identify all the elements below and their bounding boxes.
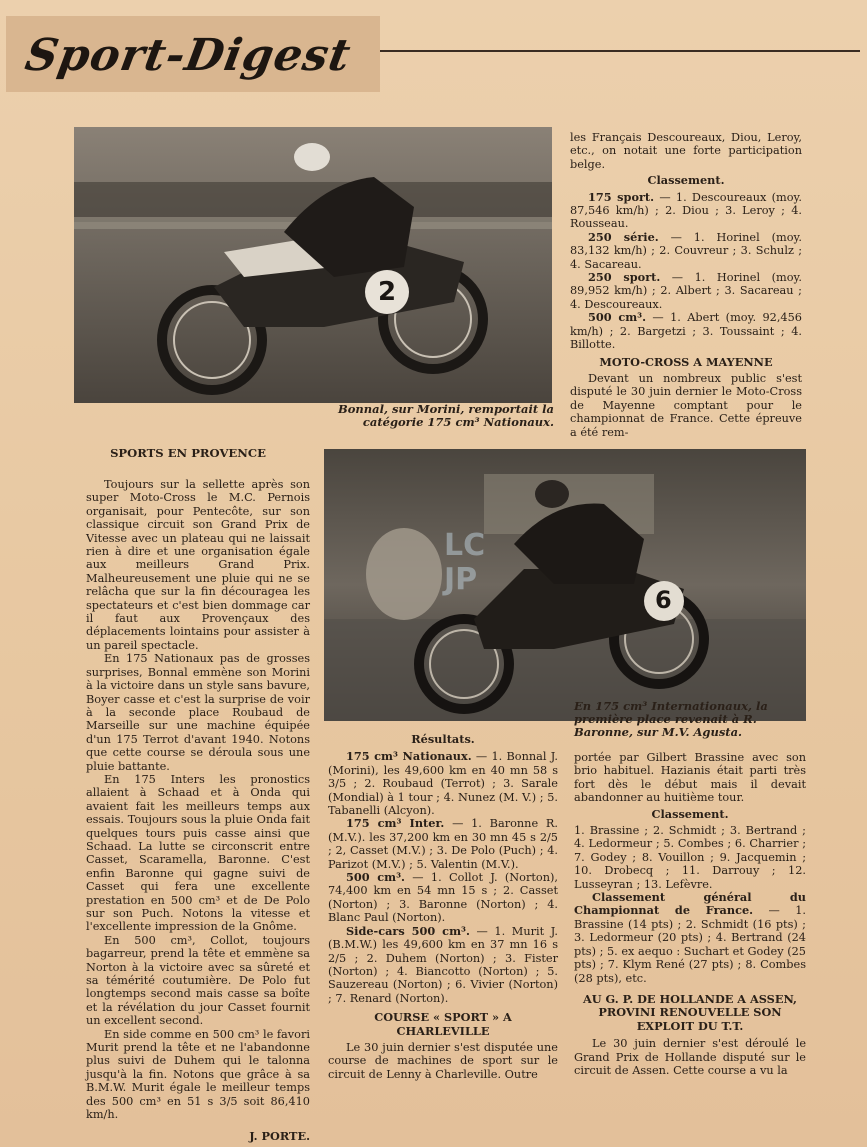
right-bottom-p2: 1. Brassine ; 2. Schmidt ; 3. Bertrand ; 4. Ledormeur ; 5. Combes ; 6. Charrier ; 7. Godey ; 8. Vouillon ; 9. Jacquemin ; 10. Drobecq ; 11. Darrouy ; 12. Lusseyran ; 13. Lefèvre. bbox=[574, 824, 806, 891]
header-rule bbox=[380, 50, 860, 52]
right-p1: les Français Descoureaux, Diou, Leroy, etc., on notait une forte participation belge. bbox=[570, 131, 802, 171]
classement-500 bbox=[570, 311, 802, 351]
middle-p1: Le 30 juin dernier s'est disputée une course de machines de sport sur le circuit de Lenny à Charleville. Outre bbox=[328, 1040, 558, 1081]
left-p4: En 500 cm³, Collot, toujours bagarreur, prend la tête et emmène sa Norton à la victoire avec sa sûreté et sa témérité coutumière. De Polo fut longtemps second mais casse sa boîte et la révélation du jour Casset fournit un excellent second. bbox=[86, 933, 310, 1028]
classement-general-text: — 1. Brassine (14 pts) ; 2. Schmidt (16 pts) ; 3. Ledormeur (20 pts) ; 4. Bertrand (24 pts) ; 5. ex aequo : Suchart et Godey (25 pts) ; 7. Klym René (27 pts) ; 8. Combes (28 pts), etc. bbox=[574, 904, 806, 985]
middle-column bbox=[328, 733, 558, 1081]
heading-mayenne: MOTO-CROSS A MAYENNE bbox=[599, 354, 773, 369]
result-175-inter-text: — 1. Baronne R. (M.V.). les 37,200 km en 30 mn 45 s 2/5 ; 2, Casset (M.V.) ; 3. De Polo (Puch) ; 4. Parizot (M.V.) ; 5. Valentin (M.V.). bbox=[328, 817, 558, 871]
result-side-cars bbox=[328, 925, 558, 1005]
photo1-caption: Bonnal, sur Morini, remportait la catégorie 175 cm³ Nationaux. bbox=[338, 402, 554, 429]
heading-charleville: COURSE « SPORT » A CHARLEVILLE bbox=[374, 1010, 512, 1038]
result-500-label: 500 cm³. bbox=[346, 870, 405, 885]
photo-bonnal-morini bbox=[74, 127, 552, 403]
left-column bbox=[86, 478, 310, 1143]
heading-assen: AU G. P. DE HOLLANDE A ASSEN, PROVINI RENOUVELLE SON EXPLOIT DU T.T. bbox=[582, 991, 797, 1033]
right-bottom-p3: Le 30 juin dernier s'est déroulé le Grand Prix de Hollande disputé sur le circuit de Assen. Cette course a vu la bbox=[574, 1037, 806, 1077]
race-number-6: 6 bbox=[655, 586, 672, 614]
classement-heading-1: Classement. bbox=[647, 173, 725, 188]
photo2-caption: En 175 cm³ Internationaux, la première place revenait à R. Baronne, sur M.V. Agusta. bbox=[574, 699, 768, 739]
results-heading: Résultats. bbox=[411, 732, 475, 746]
classement-175-sport-text: — 1. Descoureaux (moy. 87,546 km/h) ; 2. Diou ; 3. Leroy ; 4. Rousseau. bbox=[570, 190, 802, 231]
result-175-inter bbox=[328, 817, 558, 871]
classement-250-serie-text: — 1. Horinel (moy. 83,132 km/h) ; 2. Couvreur ; 3. Schulz ; 4. Sacareau. bbox=[570, 230, 802, 271]
classement-250-serie bbox=[570, 231, 802, 271]
race-number-2: 2 bbox=[378, 277, 397, 307]
result-500 bbox=[328, 871, 558, 925]
masthead bbox=[6, 16, 380, 92]
right-p2: Devant un nombreux public s'est disputé le 30 juin dernier le Moto-Cross de Mayenne comptant pour le championnat de France. Cette épreuve a été rem- bbox=[570, 371, 802, 439]
classement-175-sport-label: 175 sport. bbox=[588, 189, 655, 204]
classement-250-sport bbox=[570, 271, 802, 311]
classement-general bbox=[574, 891, 806, 985]
result-175-nationaux bbox=[328, 750, 558, 817]
left-p5: En side comme en 500 cm³ le favori Murit prend la tête et ne l'abandonne plus suivi de Duhem qui le talonna jusqu'à la fin. Notons que grâce à sa B.M.W. Murit égale le meilleur temps des 500 cm³ en 51 s 3/5 soit 86,410 km/h. bbox=[86, 1027, 310, 1122]
classement-250-sport-label: 250 sport. bbox=[588, 270, 661, 285]
result-side-cars-label: Side-cars 500 cm³. bbox=[346, 923, 470, 938]
photo-baronne-agusta bbox=[324, 449, 806, 721]
left-p3: En 175 Inters les pronostics allaient à Schaad et à Onda qui avaient fait les meilleurs temps aux essais. Toujours sous la pluie Onda fait quelques tours puis casse ainsi que Schaad. La lutte se circonscrit entre Casset, Scaramella, Baronne. C'est enfin Baronne qui gagne suivi de Casset qui fera une excellente prestation en 500 cm³ et de De Polo sur son Puch. Notons la vitesse et l'excellente impression de la Gnôme. bbox=[86, 772, 310, 934]
result-side-cars-text: — 1. Murit J. (B.M.W.) les 49,600 km en 37 mn 16 s 2/5 ; 2. Duhem (Norton) ; 3. Fister (Norton) ; 4. Biancotto (Norton) ; 5. Sauzereau (Norton) ; 6. Vivier (Norton) ; 7. Renard (Norton). bbox=[328, 924, 558, 1005]
result-175-nationaux-text: — 1. Bonnal J. (Morini), les 49,600 km en 40 mn 58 s 3/5 ; 2. Roubaud (Terrot) ; 3. Sarale (Mondial) à 1 tour ; 4. Nunez (M. V.) ; 5. Tabanelli (Alcyon). bbox=[328, 750, 558, 818]
classement-250-sport-text: — 1. Horinel (moy. 89,952 km/h) ; 2. Albert ; 3. Sacareau ; 4. Descoureaux. bbox=[570, 271, 802, 311]
right-bottom-p1: portée par Gilbert Brassine avec son brio habituel. Hazianis était parti très fort dès le début mais il devait abandonner au huitième tour. bbox=[574, 751, 806, 805]
heading-sports-en-provence: SPORTS EN PROVENCE bbox=[110, 446, 266, 460]
right-bottom-column bbox=[574, 751, 806, 1077]
masthead-title: Sport-Digest bbox=[21, 30, 355, 81]
classement-heading-2: Classement. bbox=[651, 806, 729, 821]
classement-500-label: 500 cm³. bbox=[588, 310, 647, 325]
right-top-column bbox=[570, 131, 802, 439]
left-p1: Toujours sur la sellette après son super Moto-Cross le M.C. Pernois organisait, pour Pentecôte, sur son classique circuit son Grand Prix de Vitesse avec un plateau qui ne laissait rien à dire et une organisation égale aux meilleurs Grand Prix. Malheureusement une pluie qui ne se relâcha que sur la fin découragea les spectateurs et c'est bien dommage car il faut aux Provençaux des déplacements lointains pour assister à un pareil spectacle. bbox=[86, 478, 310, 652]
result-500-text: — 1. Collot J. (Norton), 74,400 km en 54 mn 15 s ; 2. Casset (Norton) ; 3. Baronne (Norton) ; 4. Blanc Paul (Norton). bbox=[328, 871, 558, 925]
result-175-nationaux-label: 175 cm³ Nationaux. bbox=[346, 749, 472, 764]
classement-500-text: — 1. Abert (moy. 92,456 km/h) ; 2. Bargetzi ; 3. Toussaint ; 4. Billotte. bbox=[570, 311, 802, 352]
classement-general-label: Classement général du Championnat de France. bbox=[574, 890, 806, 918]
classement-175-sport bbox=[570, 191, 802, 231]
signature: J. PORTE. bbox=[249, 1128, 310, 1143]
classement-250-serie-label: 250 série. bbox=[588, 229, 659, 244]
watermark: LC JP bbox=[444, 528, 486, 597]
left-p2: En 175 Nationaux pas de grosses surprises, Bonnal emmène son Morini à la victoire dans un style sans bavure, Boyer casse et c'est la surprise de voir à la seconde place Roubaud de Marseille sur une machine équipée d'un 175 Terrot d'avant 1940. Notons que cette course se déroula sous une pluie battante. bbox=[86, 652, 310, 773]
result-175-inter-label: 175 cm³ Inter. bbox=[346, 816, 445, 831]
